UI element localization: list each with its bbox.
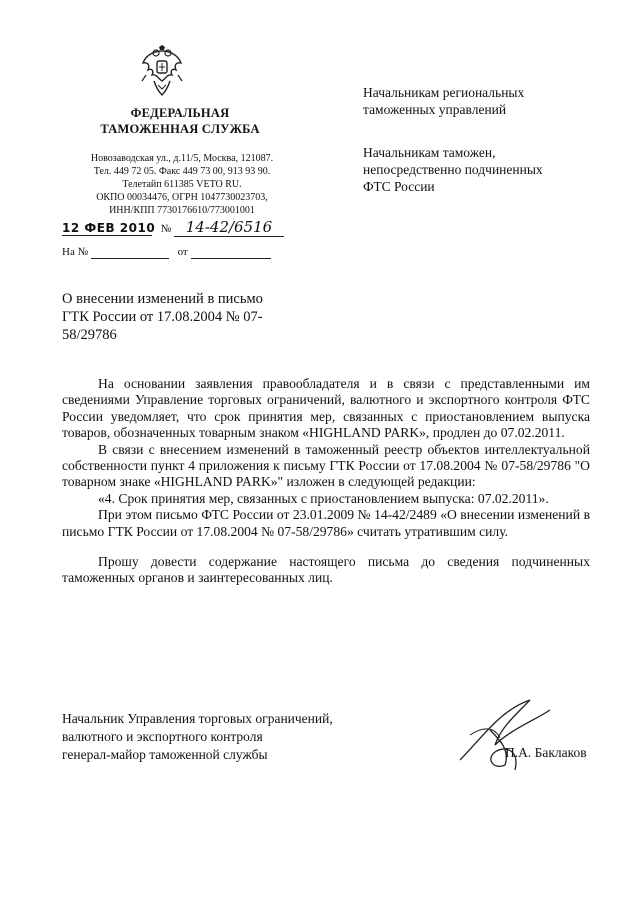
addressee-block-1	[363, 84, 623, 118]
addressee-line: Начальникам таможен,	[363, 145, 496, 160]
addressee-line: таможенных управлений	[363, 102, 507, 117]
position-line: Начальник Управления торговых ограничений,	[62, 711, 333, 726]
contact-line: Тел. 449 72 05. Факс 449 73 00, 913 93 90.	[93, 166, 271, 177]
org-name-line1: ФЕДЕРАЛЬНАЯ	[130, 106, 230, 120]
subject-line: ГТК России от 17.08.2004 № 07-	[62, 309, 263, 325]
ref-label: На №	[62, 246, 89, 258]
org-contacts	[62, 152, 302, 217]
addressee-block-2	[363, 144, 623, 195]
signatory-name: П.А. Баклаков	[505, 745, 587, 760]
body-paragraph: На основании заявления правообладателя и в связи с представленными им сведениями Управление торговых ограничений, валютного и экспортного контроля ФТС России уведомляет, что срок принятия мер, связанных с приостановлением выпуска товаров, обозначенных товарным знаком «HIGHLAND PARK», продлен до 07.02.2011.	[62, 376, 590, 441]
subject-line: О внесении изменений в письмо	[62, 291, 263, 307]
addressee-line: Начальникам региональных	[363, 85, 525, 100]
subject-line: 58/29786	[62, 327, 117, 343]
ref-from-label: от	[177, 246, 188, 258]
contact-line: ИНН/КПП 7730176610/773001001	[109, 205, 255, 216]
addressee-line: непосредственно подчиненных	[363, 162, 543, 177]
body-paragraph: В связи с внесением изменений в таможенный реестр объектов интеллектуальной собственности пункт 4 приложения к письму ГТК России от 17.08.2004 № 07-58/29786 "О товарном знаке «HIGHLAND PARK»" изложен в следующей редакции:	[62, 441, 590, 490]
reference-line	[62, 246, 271, 259]
coat-of-arms-icon	[140, 45, 184, 99]
position-line: валютного и экспортного контроля	[62, 729, 263, 744]
org-name-line2: ТАМОЖЕННАЯ СЛУЖБА	[100, 122, 260, 136]
registration-line	[62, 218, 284, 237]
letter-number: 14-42/6516	[174, 218, 284, 237]
contact-line: ОКПО 00034476, ОГРН 1047730023703,	[96, 192, 268, 203]
number-label: №	[160, 223, 172, 235]
handwritten-signature	[440, 690, 560, 780]
body-paragraph: «4. Срок принятия мер, связанных с приостановлением выпуска: 07.02.2011».	[98, 490, 549, 506]
body-paragraph: При этом письмо ФТС России от 23.01.2009 № 14-42/2489 «О внесении изменений в письмо ГТК России от 17.08.2004 № 07-58/29786» считать утратившим силу.	[62, 507, 590, 539]
letter-subject	[62, 290, 312, 344]
ref-number-blank	[91, 246, 169, 259]
letter-date: 12 ФЕВ 2010	[62, 221, 156, 235]
signatory-position	[62, 710, 402, 764]
contact-line: Новозаводская ул., д.11/5, Москва, 121087.	[90, 153, 274, 164]
letter-body	[62, 376, 590, 587]
position-line: генерал-майор таможенной службы	[62, 747, 268, 762]
contact-line: Телетайп 611385 VETO RU.	[122, 179, 242, 190]
body-paragraph: Прошу довести содержание настоящего письма до сведения подчиненных таможенных органов и заинтересованных лиц.	[62, 554, 590, 586]
ref-date-blank	[191, 246, 271, 259]
addressee-line: ФТС России	[363, 179, 435, 194]
